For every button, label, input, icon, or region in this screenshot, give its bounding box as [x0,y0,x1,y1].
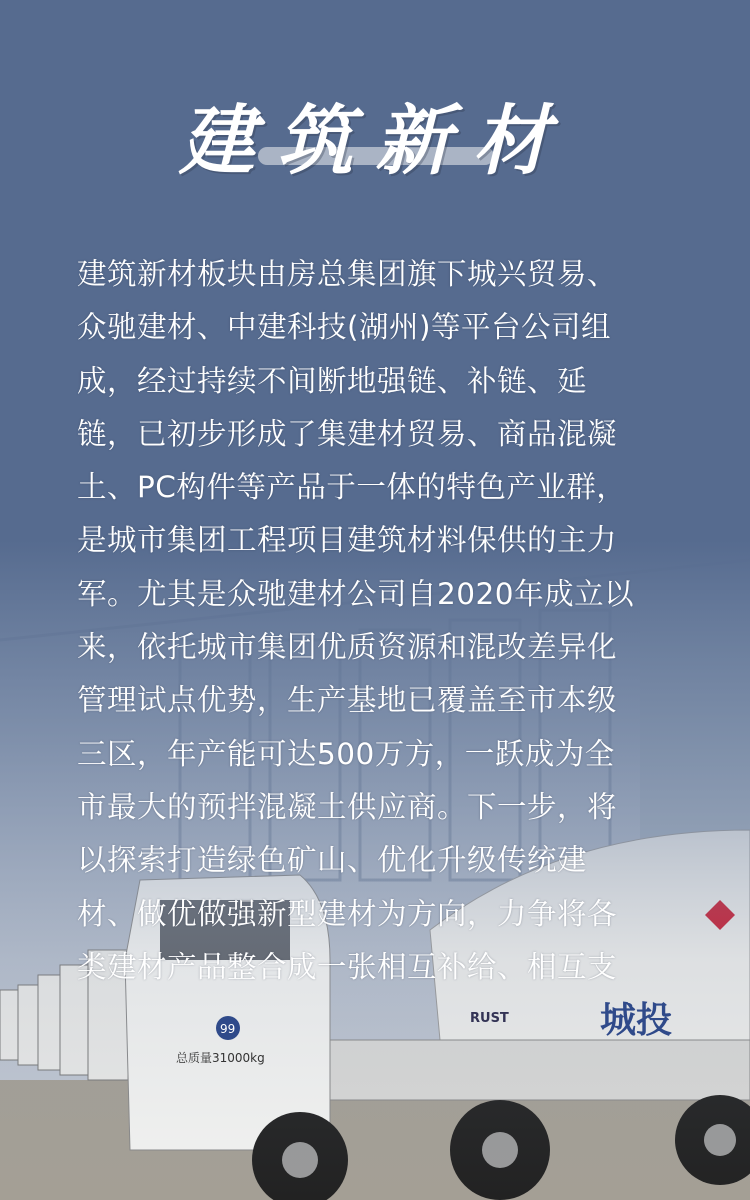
weight-label: 总质量31000kg [176,1051,265,1065]
page-title: 建筑新材 [179,96,571,185]
title-block [0,80,750,185]
body-line: 建筑新材板块由房总集团旗下城兴贸易、 [77,257,618,291]
body-text [77,248,677,994]
body-line: 管理试点优势，生产基地已覆盖至市本级 [77,683,618,718]
body-line: 三区，年产能可达500万方，一跃成为全 [77,736,615,771]
body-line: 材、做优做强新型建材为方向，力争将各 [77,896,618,931]
body-line: 类建材产品整合成一张相互补给、相互支 [77,949,618,984]
body-line: 土、PC构件等产品于一体的特色产业群， [77,470,627,505]
body-line: 成，经过持续不间断地强链、补链、延 [77,363,588,398]
body-line: 军。尤其是众驰建材公司自2020年成立以 [77,576,635,611]
body-line: 市最大的预拌混凝土供应商。下一步，将 [77,789,618,824]
brand-text: RUST [470,1011,509,1026]
body-line: 众驰建材、中建科技(湖州)等平台公司组 [77,310,612,345]
body-line: 来，依托城市集团优质资源和混改差异化 [77,630,618,665]
body-line: 是城市集团工程项目建筑材料保供的主力 [77,523,618,558]
body-line: 以探索打造绿色矿山、优化升级传统建 [77,843,588,878]
body-line: 链，已初步形成了集建材贸易、商品混凝 [77,416,618,451]
drum-text: 城投 [600,1000,673,1041]
truck-number: 99 [220,1022,236,1036]
